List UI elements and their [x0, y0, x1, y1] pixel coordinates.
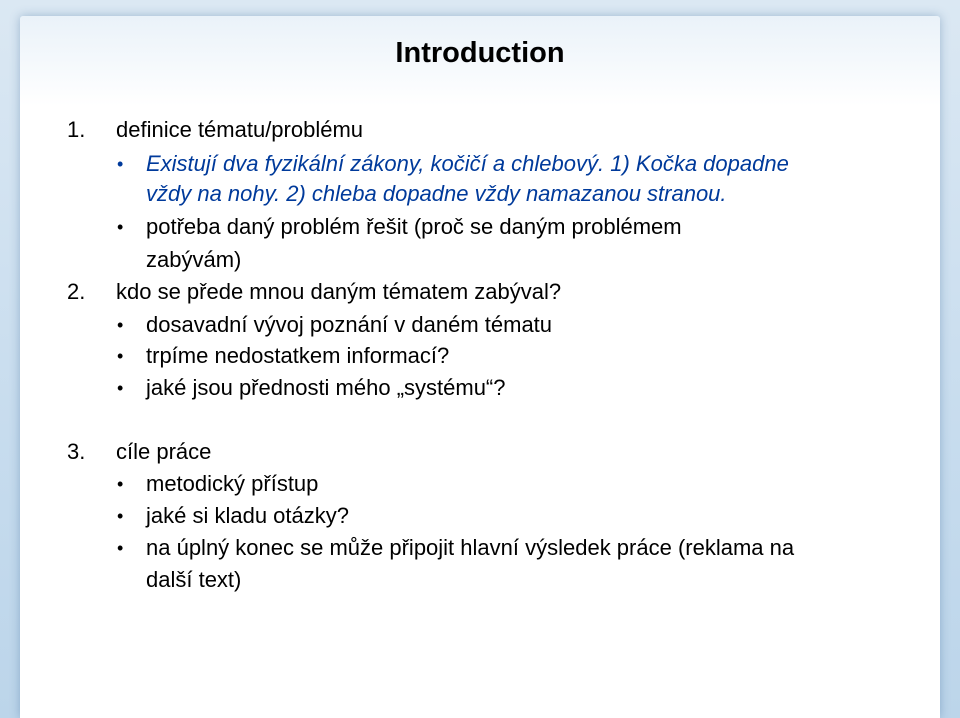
bullet-text-continuation: zabývám)	[146, 247, 242, 272]
section-3-number: 3.	[67, 439, 86, 464]
section-3-heading: cíle práce	[116, 439, 212, 464]
bullet-text: trpíme nedostatkem informací?	[146, 343, 450, 368]
section-1-heading: definice tématu/problému	[116, 117, 364, 142]
bullet-dot: •	[117, 346, 124, 366]
bullet-text: dosavadní vývoj poznání v daném tématu	[146, 312, 553, 337]
slide-title-text: Introduction	[395, 37, 565, 69]
bullet-text-continuation: další text)	[146, 567, 242, 592]
bullet-text: potřeba daný problém řešit (proč se daným problémem	[146, 214, 682, 239]
section-2-heading: kdo se přede mnou daným tématem zabýval?	[116, 279, 562, 304]
bullet-text: Existují dva fyzikální zákony, kočičí a chlebový. 1) Kočka dopadne	[146, 151, 789, 176]
bullet-text: jaké jsou přednosti mého „systému“?	[146, 375, 506, 400]
bullet-dot: •	[117, 378, 124, 398]
bullet-text: jaké si kladu otázky?	[146, 503, 349, 528]
bullet-dot: •	[117, 506, 124, 526]
bullet-dot: •	[117, 538, 124, 558]
section-2-number: 2.	[67, 279, 86, 304]
bullet-dot: •	[117, 315, 124, 335]
bullet-text: metodický přístup	[146, 471, 319, 496]
bullet-text: na úplný konec se může připojit hlavní výsledek práce (reklama na	[146, 535, 795, 560]
bullet-dot: •	[117, 154, 124, 174]
bullet-dot: •	[117, 474, 124, 494]
bullet-dot: •	[117, 217, 124, 237]
bullet-text-continuation: vždy na nohy. 2) chleba dopadne vždy namazanou stranou.	[146, 181, 727, 206]
section-1-number: 1.	[67, 117, 86, 142]
